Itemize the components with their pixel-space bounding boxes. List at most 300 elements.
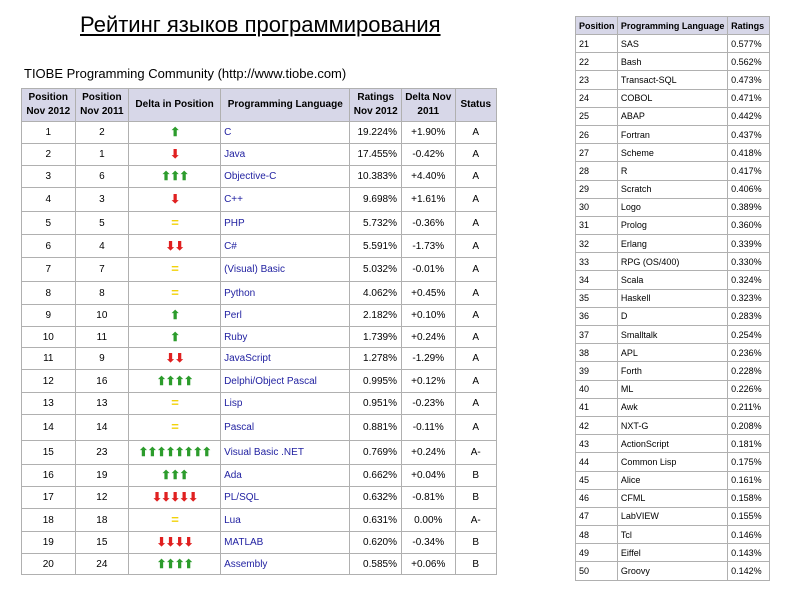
language-link[interactable]: Lua — [221, 509, 350, 532]
arrow-down-icon: ⬇⬇⬇⬇ — [156, 535, 193, 549]
side-table-row — [576, 107, 770, 125]
change-cell: 0.00% — [401, 509, 455, 532]
side-language-cell: D — [617, 307, 727, 325]
change-cell: +4.40% — [401, 166, 455, 188]
delta-cell — [129, 305, 221, 327]
side-col-header-ratings: Ratings — [728, 17, 770, 35]
prev-position-cell: 10 — [75, 305, 129, 327]
side-table-row — [576, 562, 770, 580]
side-rating-cell: 0.323% — [728, 289, 770, 307]
language-link[interactable]: JavaScript — [221, 348, 350, 370]
side-position-cell: 49 — [576, 544, 618, 562]
language-link[interactable]: Lisp — [221, 393, 350, 415]
prev-position-cell: 24 — [75, 554, 129, 575]
side-table-row — [576, 453, 770, 471]
delta-cell — [129, 370, 221, 393]
side-rating-cell: 0.155% — [728, 507, 770, 525]
side-language-cell: COBOL — [617, 89, 727, 107]
position-cell: 17 — [22, 487, 76, 509]
side-table-row — [576, 344, 770, 362]
side-language-cell: RPG (OS/400) — [617, 253, 727, 271]
table-row — [22, 441, 497, 465]
table-row — [22, 258, 497, 282]
rating-cell: 1.739% — [350, 327, 402, 348]
side-position-cell: 36 — [576, 307, 618, 325]
status-cell: B — [455, 554, 496, 575]
side-language-cell: R — [617, 162, 727, 180]
delta-cell — [129, 166, 221, 188]
side-rating-cell: 0.577% — [728, 35, 770, 53]
change-cell: +0.12% — [401, 370, 455, 393]
status-cell: A — [455, 415, 496, 441]
side-position-cell: 37 — [576, 326, 618, 344]
side-language-cell: SAS — [617, 35, 727, 53]
position-cell: 10 — [22, 327, 76, 348]
side-rating-cell: 0.236% — [728, 344, 770, 362]
prev-position-cell: 11 — [75, 327, 129, 348]
change-cell: +1.90% — [401, 122, 455, 144]
side-language-cell: Smalltalk — [617, 326, 727, 344]
side-language-cell: Bash — [617, 53, 727, 71]
status-cell: A — [455, 235, 496, 258]
position-cell: 3 — [22, 166, 76, 188]
status-cell: A — [455, 188, 496, 212]
col-header-language: Programming Language — [221, 89, 350, 122]
prev-position-cell: 3 — [75, 188, 129, 212]
status-cell: A — [455, 166, 496, 188]
side-rating-cell: 0.418% — [728, 144, 770, 162]
position-cell: 12 — [22, 370, 76, 393]
side-position-cell: 41 — [576, 398, 618, 416]
side-table-row — [576, 216, 770, 234]
status-cell: A — [455, 212, 496, 235]
equal-icon: = — [171, 511, 178, 527]
equal-icon: = — [171, 395, 178, 410]
side-table-row — [576, 507, 770, 525]
side-language-cell: ABAP — [617, 107, 727, 125]
rating-cell: 9.698% — [350, 188, 402, 212]
side-rating-cell: 0.471% — [728, 89, 770, 107]
rating-cell: 0.881% — [350, 415, 402, 441]
side-position-cell: 43 — [576, 435, 618, 453]
position-cell: 9 — [22, 305, 76, 327]
table-row — [22, 122, 497, 144]
table-row — [22, 188, 497, 212]
side-table-row — [576, 125, 770, 143]
language-link[interactable]: Pascal — [221, 415, 350, 441]
table-row — [22, 554, 497, 575]
prev-position-cell: 9 — [75, 348, 129, 370]
side-language-cell: Common Lisp — [617, 453, 727, 471]
rating-cell: 1.278% — [350, 348, 402, 370]
language-link[interactable]: C++ — [221, 188, 350, 212]
side-table-row — [576, 435, 770, 453]
side-rating-cell: 0.324% — [728, 271, 770, 289]
side-table-row — [576, 253, 770, 271]
change-cell: -0.23% — [401, 393, 455, 415]
position-cell: 7 — [22, 258, 76, 282]
side-position-cell: 38 — [576, 344, 618, 362]
side-position-cell: 21 — [576, 35, 618, 53]
side-language-cell: ActionScript — [617, 435, 727, 453]
side-language-cell: Haskell — [617, 289, 727, 307]
position-cell: 16 — [22, 465, 76, 487]
rating-cell: 0.995% — [350, 370, 402, 393]
position-cell: 14 — [22, 415, 76, 441]
side-language-cell: Scratch — [617, 180, 727, 198]
change-cell: +1.61% — [401, 188, 455, 212]
arrow-down-icon: ⬇⬇ — [165, 238, 184, 253]
arrow-down-icon: ⬇⬇ — [165, 351, 184, 365]
delta-cell — [129, 188, 221, 212]
status-cell: A — [455, 370, 496, 393]
side-position-cell: 26 — [576, 125, 618, 143]
side-rating-cell: 0.442% — [728, 107, 770, 125]
side-language-cell: NXT-G — [617, 416, 727, 434]
side-language-cell: Tcl — [617, 526, 727, 544]
change-cell: -0.34% — [401, 532, 455, 554]
delta-cell — [129, 487, 221, 509]
arrow-up-icon: ⬆⬆⬆⬆ — [156, 373, 193, 388]
status-cell: A — [455, 144, 496, 166]
side-table-row — [576, 489, 770, 507]
status-cell: B — [455, 487, 496, 509]
table-row — [22, 166, 497, 188]
language-link[interactable]: Perl — [221, 305, 350, 327]
side-rating-cell: 0.330% — [728, 253, 770, 271]
arrow-up-icon: ⬆ — [170, 308, 180, 322]
arrow-up-icon: ⬆⬆⬆ — [161, 468, 189, 482]
side-col-header-language: Programming Language — [617, 17, 727, 35]
side-rating-cell: 0.562% — [728, 53, 770, 71]
side-rating-cell: 0.181% — [728, 435, 770, 453]
status-cell: A — [455, 327, 496, 348]
side-table-row — [576, 35, 770, 53]
side-position-cell: 32 — [576, 235, 618, 253]
side-position-cell: 34 — [576, 271, 618, 289]
position-cell: 13 — [22, 393, 76, 415]
delta-cell — [129, 212, 221, 235]
change-cell: +0.24% — [401, 327, 455, 348]
change-cell: -0.36% — [401, 212, 455, 235]
side-table-row — [576, 89, 770, 107]
language-link[interactable]: MATLAB — [221, 532, 350, 554]
side-rating-cell: 0.143% — [728, 544, 770, 562]
delta-cell — [129, 509, 221, 532]
ranking-table-top20 — [21, 88, 497, 575]
side-position-cell: 39 — [576, 362, 618, 380]
arrow-down-icon: ⬇⬇⬇⬇⬇ — [151, 490, 198, 504]
rating-cell: 5.591% — [350, 235, 402, 258]
position-cell: 8 — [22, 282, 76, 305]
col-header-delta-position: Delta in Position — [129, 89, 221, 122]
side-rating-cell: 0.417% — [728, 162, 770, 180]
side-position-cell: 46 — [576, 489, 618, 507]
rating-cell: 0.769% — [350, 441, 402, 465]
side-rating-cell: 0.161% — [728, 471, 770, 489]
side-table-row — [576, 180, 770, 198]
change-cell: +0.06% — [401, 554, 455, 575]
prev-position-cell: 1 — [75, 144, 129, 166]
language-link[interactable]: Visual Basic .NET — [221, 441, 350, 465]
side-language-cell: Logo — [617, 198, 727, 216]
side-rating-cell: 0.360% — [728, 216, 770, 234]
side-table-row — [576, 271, 770, 289]
language-link[interactable]: PHP — [221, 212, 350, 235]
language-link[interactable]: Ruby — [221, 327, 350, 348]
rating-cell: 0.631% — [350, 509, 402, 532]
change-cell: -0.81% — [401, 487, 455, 509]
position-cell: 19 — [22, 532, 76, 554]
equal-icon: = — [171, 261, 178, 276]
side-position-cell: 29 — [576, 180, 618, 198]
table-row — [22, 370, 497, 393]
side-rating-cell: 0.437% — [728, 125, 770, 143]
rating-cell: 19.224% — [350, 122, 402, 144]
side-table-row — [576, 53, 770, 71]
col-header-position-2011: Position Nov 2011 — [75, 89, 129, 122]
side-table-row — [576, 326, 770, 344]
side-table-row — [576, 526, 770, 544]
rating-cell: 0.632% — [350, 487, 402, 509]
side-table-row — [576, 71, 770, 89]
language-link[interactable]: Delphi/Object Pascal — [221, 370, 350, 393]
status-cell: A — [455, 258, 496, 282]
table-row — [22, 465, 497, 487]
arrow-up-icon: ⬆⬆⬆ — [161, 169, 189, 183]
rating-cell: 0.620% — [350, 532, 402, 554]
col-header-ratings: Ratings Nov 2012 — [350, 89, 402, 122]
arrow-up-icon: ⬆ — [170, 329, 180, 344]
equal-icon: = — [171, 214, 178, 230]
delta-cell — [129, 122, 221, 144]
side-position-cell: 42 — [576, 416, 618, 434]
table-row — [22, 415, 497, 441]
language-link[interactable]: PL/SQL — [221, 487, 350, 509]
side-position-cell: 23 — [576, 71, 618, 89]
side-rating-cell: 0.211% — [728, 398, 770, 416]
delta-cell — [129, 348, 221, 370]
delta-cell — [129, 235, 221, 258]
side-language-cell: Groovy — [617, 562, 727, 580]
delta-cell — [129, 415, 221, 441]
language-link[interactable]: Objective-C — [221, 166, 350, 188]
side-col-header-position: Position — [576, 17, 618, 35]
source-caption: TIOBE Programming Community (http://www.tiobe.com) — [24, 66, 347, 81]
arrow-up-icon: ⬆ — [170, 125, 180, 139]
language-link[interactable]: C — [221, 122, 350, 144]
side-position-cell: 28 — [576, 162, 618, 180]
status-cell: A — [455, 305, 496, 327]
status-cell: A — [455, 122, 496, 144]
language-link[interactable]: Java — [221, 144, 350, 166]
delta-cell — [129, 282, 221, 305]
side-table-row — [576, 198, 770, 216]
prev-position-cell: 14 — [75, 415, 129, 441]
rating-cell: 5.032% — [350, 258, 402, 282]
table-row — [22, 348, 497, 370]
col-header-delta-2011: Delta Nov 2011 — [401, 89, 455, 122]
rating-cell: 17.455% — [350, 144, 402, 166]
side-position-cell: 50 — [576, 562, 618, 580]
side-language-cell: ML — [617, 380, 727, 398]
col-header-position-2012: Position Nov 2012 — [22, 89, 76, 122]
table-row — [22, 235, 497, 258]
side-position-cell: 33 — [576, 253, 618, 271]
ranking-table-21-50 — [575, 16, 770, 581]
change-cell: -0.11% — [401, 415, 455, 441]
side-position-cell: 35 — [576, 289, 618, 307]
position-cell: 11 — [22, 348, 76, 370]
change-cell: -0.01% — [401, 258, 455, 282]
delta-cell — [129, 144, 221, 166]
status-cell: A — [455, 282, 496, 305]
arrow-down-icon: ⬇ — [170, 192, 180, 206]
side-language-cell: Awk — [617, 398, 727, 416]
side-position-cell: 22 — [576, 53, 618, 71]
delta-cell — [129, 258, 221, 282]
side-table-row — [576, 416, 770, 434]
side-position-cell: 24 — [576, 89, 618, 107]
delta-cell — [129, 393, 221, 415]
language-link[interactable]: C# — [221, 235, 350, 258]
table-header-row — [22, 89, 497, 122]
side-language-cell: CFML — [617, 489, 727, 507]
rating-cell: 2.182% — [350, 305, 402, 327]
side-rating-cell: 0.228% — [728, 362, 770, 380]
side-rating-cell: 0.389% — [728, 198, 770, 216]
table-row — [22, 487, 497, 509]
side-position-cell: 30 — [576, 198, 618, 216]
side-rating-cell: 0.254% — [728, 326, 770, 344]
side-language-cell: Fortran — [617, 125, 727, 143]
side-table-row — [576, 380, 770, 398]
side-position-cell: 48 — [576, 526, 618, 544]
table-row — [22, 305, 497, 327]
position-cell: 4 — [22, 188, 76, 212]
side-language-cell: Transact-SQL — [617, 71, 727, 89]
side-position-cell: 44 — [576, 453, 618, 471]
prev-position-cell: 7 — [75, 258, 129, 282]
table-row — [22, 282, 497, 305]
language-link[interactable]: Assembly — [221, 554, 350, 575]
change-cell: +0.24% — [401, 441, 455, 465]
side-rating-cell: 0.142% — [728, 562, 770, 580]
side-rating-cell: 0.283% — [728, 307, 770, 325]
arrow-down-icon: ⬇ — [170, 147, 180, 161]
prev-position-cell: 4 — [75, 235, 129, 258]
page-title: Рейтинг языков программирования — [80, 12, 441, 37]
status-cell: B — [455, 465, 496, 487]
position-cell: 20 — [22, 554, 76, 575]
side-rating-cell: 0.406% — [728, 180, 770, 198]
side-rating-cell: 0.473% — [728, 71, 770, 89]
prev-position-cell: 19 — [75, 465, 129, 487]
arrow-up-icon: ⬆⬆⬆⬆ — [156, 556, 193, 571]
delta-cell — [129, 327, 221, 348]
change-cell: +0.10% — [401, 305, 455, 327]
rating-cell: 0.585% — [350, 554, 402, 575]
rating-cell: 4.062% — [350, 282, 402, 305]
arrow-up-icon: ⬆⬆⬆⬆⬆⬆⬆⬆ — [138, 445, 211, 459]
table-row — [22, 509, 497, 532]
prev-position-cell: 2 — [75, 122, 129, 144]
side-language-cell: Scheme — [617, 144, 727, 162]
position-cell: 5 — [22, 212, 76, 235]
prev-position-cell: 6 — [75, 166, 129, 188]
prev-position-cell: 12 — [75, 487, 129, 509]
language-link[interactable]: Ada — [221, 465, 350, 487]
side-rating-cell: 0.158% — [728, 489, 770, 507]
side-language-cell: Prolog — [617, 216, 727, 234]
prev-position-cell: 15 — [75, 532, 129, 554]
position-cell: 15 — [22, 441, 76, 465]
table-row — [22, 393, 497, 415]
equal-icon: = — [171, 284, 178, 300]
side-position-cell: 40 — [576, 380, 618, 398]
status-cell: A — [455, 393, 496, 415]
side-table-row — [576, 162, 770, 180]
side-language-cell: Erlang — [617, 235, 727, 253]
change-cell: +0.45% — [401, 282, 455, 305]
delta-cell — [129, 465, 221, 487]
position-cell: 18 — [22, 509, 76, 532]
language-link[interactable]: Python — [221, 282, 350, 305]
col-header-status: Status — [455, 89, 496, 122]
side-header-row — [576, 17, 770, 35]
side-language-cell: LabVIEW — [617, 507, 727, 525]
side-rating-cell: 0.226% — [728, 380, 770, 398]
table-row — [22, 532, 497, 554]
delta-cell — [129, 532, 221, 554]
change-cell: -0.42% — [401, 144, 455, 166]
prev-position-cell: 16 — [75, 370, 129, 393]
change-cell: -1.73% — [401, 235, 455, 258]
status-cell: A- — [455, 509, 496, 532]
table-row — [22, 212, 497, 235]
status-cell: B — [455, 532, 496, 554]
table-row — [22, 327, 497, 348]
side-table-row — [576, 471, 770, 489]
side-rating-cell: 0.339% — [728, 235, 770, 253]
table-row — [22, 144, 497, 166]
prev-position-cell: 18 — [75, 509, 129, 532]
prev-position-cell: 13 — [75, 393, 129, 415]
side-table-row — [576, 144, 770, 162]
delta-cell — [129, 554, 221, 575]
side-position-cell: 25 — [576, 107, 618, 125]
side-position-cell: 27 — [576, 144, 618, 162]
position-cell: 6 — [22, 235, 76, 258]
prev-position-cell: 8 — [75, 282, 129, 305]
side-rating-cell: 0.208% — [728, 416, 770, 434]
side-table-row — [576, 544, 770, 562]
rating-cell: 10.383% — [350, 166, 402, 188]
language-link[interactable]: (Visual) Basic — [221, 258, 350, 282]
side-table-row — [576, 235, 770, 253]
side-position-cell: 45 — [576, 471, 618, 489]
side-rating-cell: 0.175% — [728, 453, 770, 471]
side-rating-cell: 0.146% — [728, 526, 770, 544]
delta-cell — [129, 441, 221, 465]
side-table-row — [576, 289, 770, 307]
prev-position-cell: 23 — [75, 441, 129, 465]
side-position-cell: 31 — [576, 216, 618, 234]
status-cell: A- — [455, 441, 496, 465]
position-cell: 1 — [22, 122, 76, 144]
side-table-row — [576, 398, 770, 416]
side-position-cell: 47 — [576, 507, 618, 525]
